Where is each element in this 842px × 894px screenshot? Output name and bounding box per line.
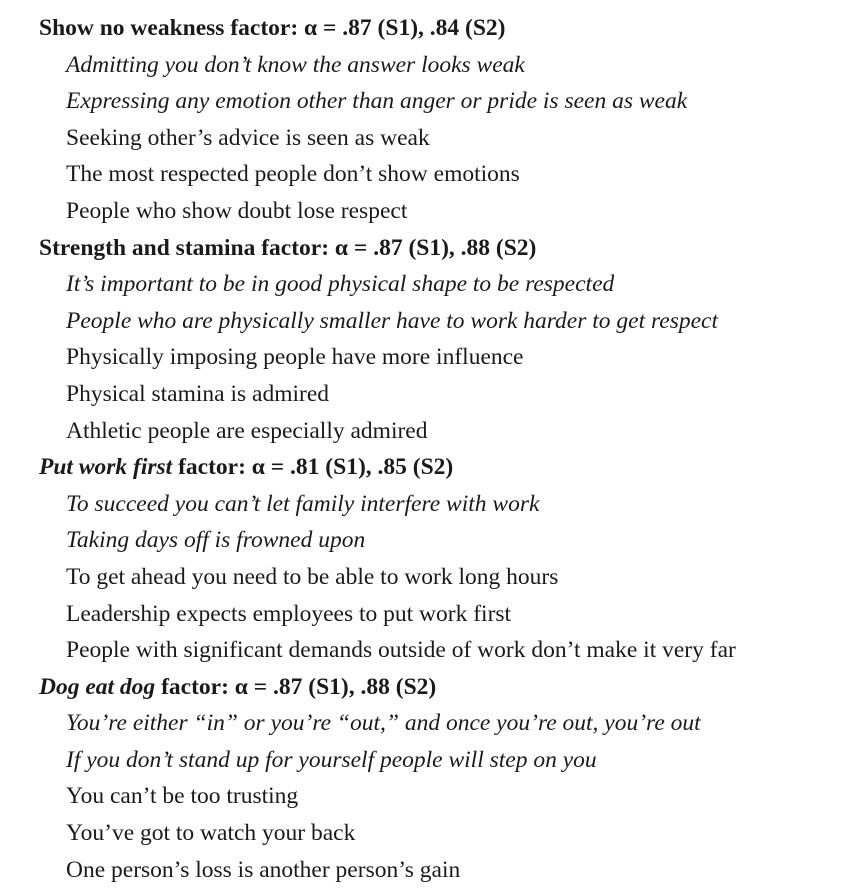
factor-item: Admitting you don’t know the answer looks weak (66, 51, 525, 78)
factor-name: Show no weakness (39, 15, 225, 41)
factor-item: To succeed you can’t let family interfere with work (66, 490, 540, 517)
factor-stats: factor: α = .87 (S1), .88 (S2) (155, 673, 437, 700)
factor-item: Seeking other’s advice is seen as weak (66, 124, 430, 151)
factor-item: Physical stamina is admired (66, 380, 330, 407)
factor-item: To get ahead you need to be able to work long hours (66, 563, 559, 590)
factor-name: Put work first (39, 454, 173, 481)
factor-item: People who are physically smaller have to work harder to get respect (66, 307, 718, 334)
factor-stats: factor: α = .87 (S1), .84 (S2) (224, 15, 506, 41)
factor-item: Expressing any emotion other than anger or pride is seen as weak (66, 88, 688, 115)
factor-item: Athletic people are especially admired (66, 417, 428, 444)
factor-header-show-no-weakness (0, 10, 842, 47)
factor-item: People who show doubt lose respect (66, 197, 408, 224)
factor-item: Leadership expects employees to put work first (66, 600, 512, 627)
factor-item: If you don’t stand up for yourself people will step on you (66, 746, 597, 773)
factor-name: Strength and stamina (39, 234, 256, 261)
factor-header-put-work-first (0, 449, 842, 486)
factor-header-strength-and-stamina (0, 230, 842, 267)
factor-list (0, 10, 842, 888)
factor-item: Physically imposing people have more influence (66, 344, 524, 371)
factor-item: You can’t be too trusting (66, 783, 299, 810)
factor-stats: factor: α = .81 (S1), .85 (S2) (172, 454, 454, 481)
factor-item: You’ve got to watch your back (66, 820, 356, 847)
factor-item: Taking days off is frowned upon (66, 527, 366, 554)
factor-item: People with significant demands outside of work don’t make it very far (66, 637, 736, 664)
factor-name: Dog eat dog (39, 673, 156, 700)
factor-item: The most respected people don’t show emotions (66, 161, 520, 188)
factor-stats: factor: α = .87 (S1), .88 (S2) (255, 234, 537, 261)
factor-item: It’s important to be in good physical shape to be respected (66, 271, 615, 298)
factor-item: One person’s loss is another person’s gain (66, 856, 461, 883)
factor-item: You’re either “in” or you’re “out,” and once you’re out, you’re out (66, 710, 701, 737)
factor-header-dog-eat-dog (0, 669, 842, 706)
